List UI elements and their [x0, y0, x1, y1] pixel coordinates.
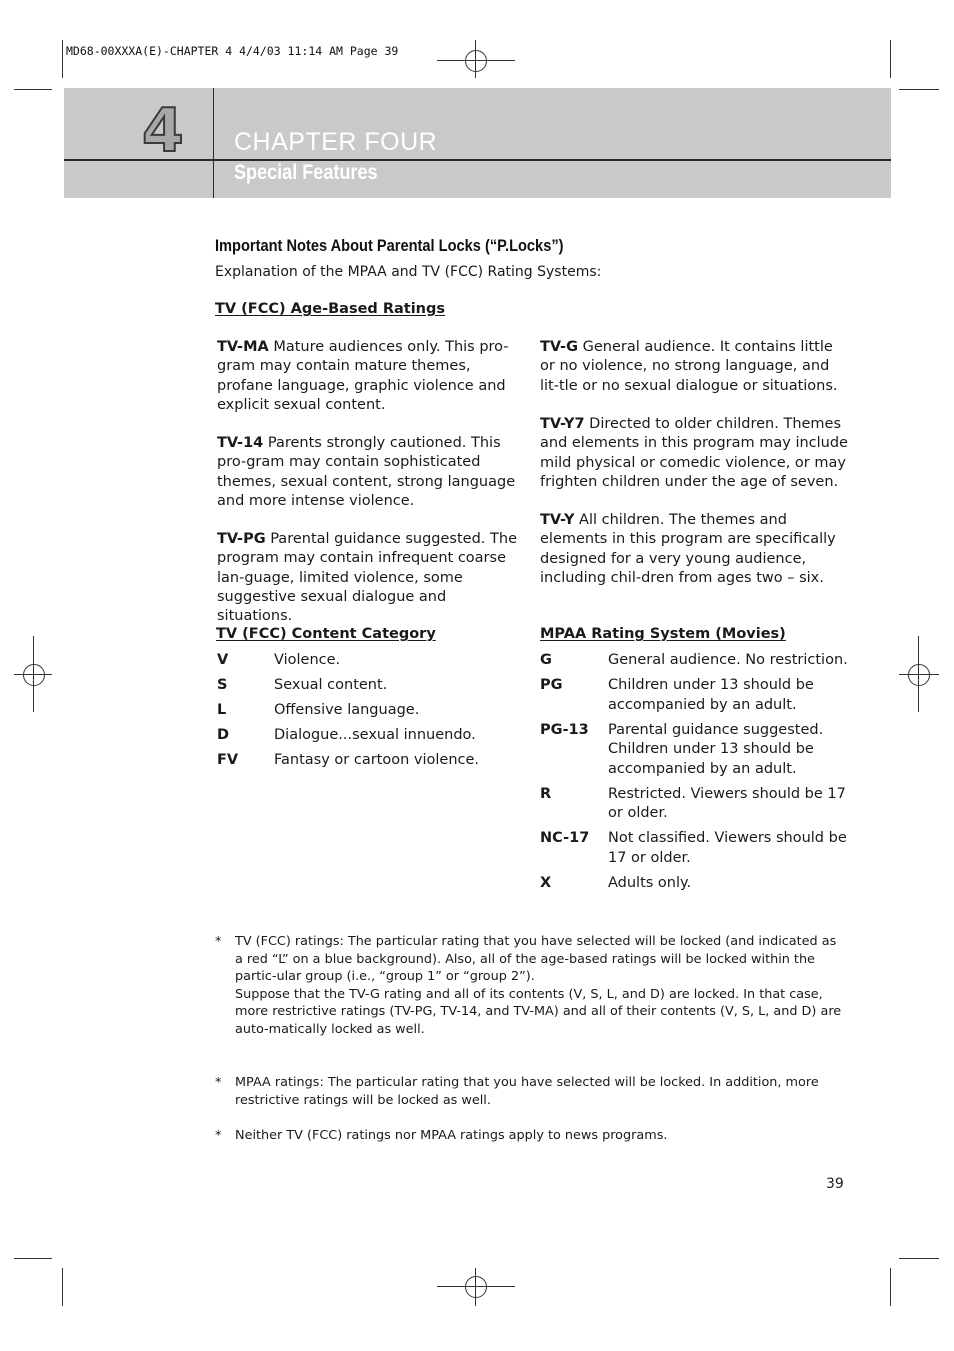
rating-description: Directed to older children. Themes and elements in this program may include mild physical or comedic violence, or may frighten children under the age of seven. — [540, 416, 848, 490]
category-code: S — [217, 677, 228, 693]
mpaa-description: Parental guidance suggested. Children under 13 should be accompanied by an adult. — [608, 721, 824, 777]
mpaa-heading: MPAA Rating System (Movies) — [540, 626, 786, 642]
rating-code: TV-Y7 — [540, 416, 585, 432]
intro-text: Explanation of the MPAA and TV (FCC) Rating Systems: — [215, 264, 602, 280]
mpaa-code: NC-17 — [540, 830, 590, 846]
content-category-table — [217, 651, 517, 776]
category-description: Violence. — [274, 652, 341, 668]
content-category-heading: TV (FCC) Content Category — [216, 626, 436, 642]
table-row — [217, 651, 517, 676]
mpaa-code: PG — [540, 677, 563, 693]
table-row — [540, 785, 850, 824]
mpaa-code: R — [540, 785, 552, 802]
rating-entry — [217, 530, 525, 626]
chapter-header-band — [64, 88, 891, 198]
rating-code: TV-MA — [217, 339, 269, 355]
mpaa-code: G — [540, 652, 552, 668]
category-description: Fantasy or cartoon violence. — [274, 752, 480, 768]
footnote-paragraph: Neither TV (FCC) ratings nor MPAA ratings apply to news programs. — [235, 1128, 668, 1143]
table-row — [540, 676, 850, 715]
footnote-marker: * — [215, 1075, 222, 1090]
category-code: V — [217, 652, 229, 668]
mpaa-table — [540, 651, 850, 899]
rating-code: TV-PG — [217, 531, 266, 547]
category-description: Dialogue...sexual innuendo. — [274, 727, 476, 743]
mpaa-code: PG-13 — [540, 721, 589, 738]
rating-entry — [540, 338, 848, 396]
category-code: FV — [217, 752, 239, 768]
footnote-paragraph: TV (FCC) ratings: The particular rating that you have selected will be locked (and indicated as a red “L” on a blue background). Also, all of the age-based ratings will be locked within the partic-ular group (i.e., “group 1” or “group 2”). — [235, 934, 837, 985]
category-description: Offensive language. — [274, 702, 420, 718]
table-row — [540, 829, 850, 868]
footnote-paragraph: Suppose that the TV-G rating and all of its contents (V, S, L, and D) are locked. In that case, more restrictive ratings (TV-PG, TV-14, and TV-MA) and all of their contents (V, S, L, and D) are auto-matically locked as well. — [235, 986, 842, 1037]
table-row — [540, 874, 850, 894]
footnote — [215, 1127, 845, 1145]
table-row — [217, 726, 517, 751]
rating-description: Parental guidance suggested. The program may contain infrequent coarse lan-guage, limited violence, some suggestive sexual dialogue and situations. — [217, 531, 517, 625]
mpaa-code: X — [540, 874, 552, 891]
rating-description: General audience. It contains little or no violence, no strong language, and lit-tle or no sexual dialogue or situations. — [540, 339, 838, 394]
print-slug: MD68-00XXXA(E)-CHAPTER 4 4/4/03 11:14 AM Page 39 — [66, 44, 399, 58]
footnote — [215, 1074, 845, 1109]
table-row — [217, 751, 517, 776]
category-description: Sexual content. — [274, 677, 388, 693]
rating-code: TV-14 — [217, 435, 264, 451]
category-code: D — [217, 727, 230, 743]
footnote-marker: * — [215, 1128, 222, 1143]
footnote-paragraph: MPAA ratings: The particular rating that you have selected will be locked. In addition, more restrictive ratings will be locked as well. — [235, 1075, 819, 1108]
footnote — [215, 933, 845, 1039]
rating-entry — [540, 511, 848, 588]
mpaa-description: Children under 13 should be accompanied by an adult. — [608, 677, 814, 713]
chapter-section: Special Features — [234, 161, 378, 184]
table-row — [540, 721, 850, 780]
rating-entry — [217, 338, 525, 415]
mpaa-description: Restricted. Viewers should be 17 or older. — [608, 785, 846, 821]
rating-description: Parents strongly cautioned. This pro-gram may contain sophisticated themes, sexual content, strong language and more intense violence. — [217, 435, 516, 509]
rating-description: All children. The themes and elements in this program are specifically designed for a very young audience, including chil-dren from ages two – six. — [540, 512, 836, 586]
page-number: 39 — [826, 1176, 844, 1192]
mpaa-description: General audience. No restriction. — [608, 652, 848, 668]
mpaa-description: Not classified. Viewers should be 17 or older. — [608, 830, 847, 866]
category-code: L — [217, 702, 227, 718]
section-title: Important Notes About Parental Locks (“P.Locks”) — [215, 236, 564, 255]
table-row — [540, 651, 850, 671]
age-based-heading: TV (FCC) Age-Based Ratings — [215, 301, 446, 317]
footnote-marker: * — [215, 934, 222, 949]
chapter-title: CHAPTER FOUR — [234, 128, 438, 156]
rating-entry — [540, 415, 848, 492]
chapter-number: 4 — [142, 96, 182, 166]
mpaa-description: Adults only. — [608, 874, 692, 891]
rating-code: TV-Y — [540, 512, 575, 528]
header-divider — [213, 88, 214, 198]
rating-description: Mature audiences only. This pro-gram may contain mature themes, profane language, graphic violence and explicit sexual content. — [217, 339, 509, 413]
table-row — [217, 676, 517, 701]
rating-entry — [217, 434, 525, 511]
table-row — [217, 701, 517, 726]
rating-code: TV-G — [540, 339, 578, 355]
header-rule — [64, 159, 891, 161]
